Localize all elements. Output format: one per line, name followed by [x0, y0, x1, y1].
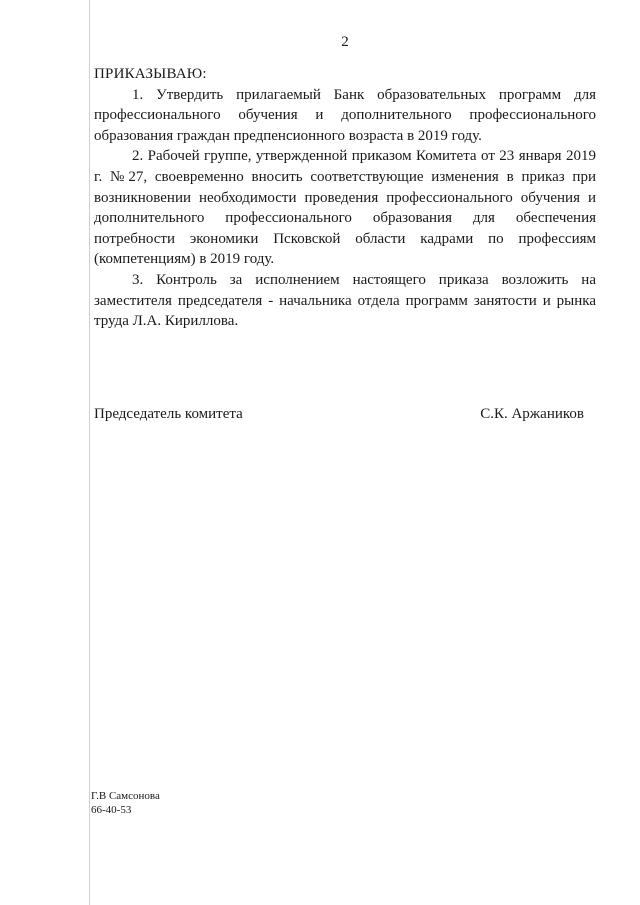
order-heading: ПРИКАЗЫВАЮ: — [94, 66, 207, 82]
executor-name: Г.В Самсонова — [91, 790, 160, 802]
executor-block — [91, 789, 160, 817]
executor-phone: 66-40-53 — [91, 804, 132, 816]
order-item-2: 2. Рабочей группе, утвержденной приказом Комитета от 23 января 2019 г. №27, своевременно вносить соответствующие изменения в приказ при возникновении необходимости проведения профессионального обучения и дополнительного профессионального образования для обеспечения потребности экономики Псковской области кадрами по профессиям (компетенциям) в 2019 году. — [94, 148, 596, 268]
signatory-title: Председатель комитета — [94, 406, 243, 422]
order-body — [94, 64, 596, 332]
order-item-1: 1. Утвердить прилагаемый Банк образовательных программ для профессионального обучения и дополнительного профессионального образования граждан предпенсионного возраста в 2019 году. — [94, 86, 596, 144]
page-number: 2 — [341, 34, 349, 50]
order-item-3: 3. Контроль за исполнением настоящего приказа возложить на заместителя председателя - начальника отдела программ занятости и рынка труда Л.А. Кириллова. — [94, 271, 596, 330]
page-margin-line — [89, 0, 90, 905]
signatory-name: С.К. Аржаников — [480, 406, 584, 422]
